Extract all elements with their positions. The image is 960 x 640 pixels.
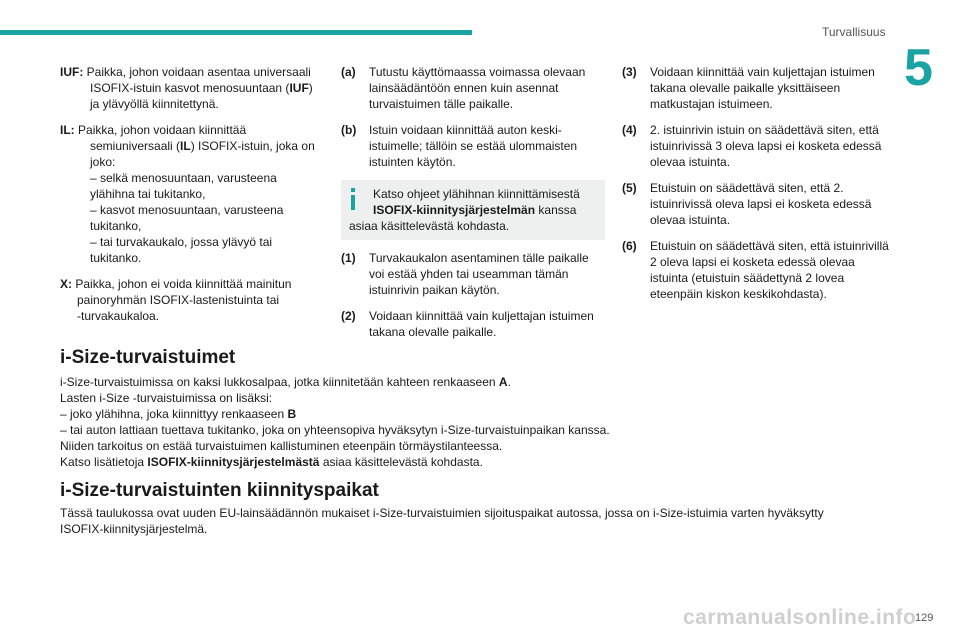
footnote-column-1 bbox=[341, 64, 605, 350]
note-text: Katso ohjeet ylähihnan kiinnittämisestä bbox=[373, 187, 580, 201]
body-text: asiaa käsittelevästä kohdasta. bbox=[322, 455, 483, 469]
footnote-6 bbox=[622, 238, 890, 302]
chapter-number: 5 bbox=[904, 39, 933, 97]
isize-paragraph bbox=[60, 374, 900, 470]
info-icon bbox=[351, 188, 355, 210]
abbr-text: ylähihna tai tukitanko, bbox=[90, 187, 206, 201]
footnote-text: Etuistuin on säädettävä siten, että istuinrivillä 2 oleva lapsi ei kosketa edessä olevaa istuinta (etuistuin säädettynä 2 lovea eteenpäin kiskon keskikohdasta). bbox=[650, 239, 889, 301]
abbr-text: – kasvot menosuuntaan, varusteena bbox=[90, 203, 284, 217]
abbr-x bbox=[60, 276, 328, 324]
abbr-text: joko: bbox=[90, 155, 116, 169]
spots-paragraph bbox=[60, 505, 900, 537]
footnote-text: Tutustu käyttömaassa voimassa olevaan lainsäädäntöön ennen kuin asennat turvaistuimen tälle paikalle. bbox=[369, 65, 586, 111]
footnote-label: (b) bbox=[341, 123, 357, 137]
footnote-label: (a) bbox=[341, 65, 356, 79]
body-text: – tai auton lattiaan tuettava tukitanko, joka on yhteensopiva hyväksytyn i-Size-turvaistuinpaikan kanssa. bbox=[60, 423, 610, 437]
body-text: – joko ylähihna, joka kiinnittyy renkaaseen bbox=[60, 407, 285, 421]
footnote-text: Etuistuin on säädettävä siten, että 2. istuinrivissä oleva lapsi ei kosketa edessä olevaa istuinta. bbox=[650, 181, 872, 227]
footnote-column-2 bbox=[622, 64, 890, 312]
page-number: 129 bbox=[915, 612, 934, 624]
body-text: i-Size-turvaistuimissa on kaksi lukkosalpaa, jotka kiinnitetään kahteen renkaaseen bbox=[60, 375, 496, 389]
footnote-label: (1) bbox=[341, 251, 356, 265]
footnote-label: (2) bbox=[341, 309, 356, 323]
abbr-text: semiuniversaali ( bbox=[90, 139, 181, 153]
body-text: . bbox=[507, 375, 511, 389]
abbr-text: Paikka, johon ei voida kiinnittää mainitun bbox=[75, 277, 292, 291]
info-note bbox=[341, 180, 605, 240]
abbr-text: -turvakaukaloa. bbox=[77, 309, 160, 323]
abbr-text: Paikka, johon voidaan asentaa universaali bbox=[86, 65, 311, 79]
footnote-label: (3) bbox=[622, 65, 637, 79]
body-bold: ISOFIX-kiinnitysjärjestelmästä bbox=[147, 455, 320, 469]
section-heading-isize: i-Size-turvaistuimet bbox=[60, 347, 236, 368]
abbr-text: ) ISOFIX-istuin, joka on bbox=[190, 139, 315, 153]
footnote-text: Voidaan kiinnittää vain kuljettajan istuimen takana olevalle paikalle. bbox=[369, 309, 594, 339]
footnote-text: Turvakaukalon asentaminen tälle paikalle voi estää yhden tai useamman tämän istuinrivin paikan käytön. bbox=[369, 251, 589, 297]
abbr-text: tukitanko. bbox=[90, 251, 142, 265]
abbr-key: IL: bbox=[60, 123, 75, 137]
abbr-key: X: bbox=[60, 277, 72, 291]
footnote-a bbox=[341, 64, 605, 112]
body-bold: A bbox=[498, 375, 508, 389]
abbreviation-column bbox=[60, 64, 328, 334]
section-heading-spots: i-Size-turvaistuinten kiinnityspaikat bbox=[60, 480, 379, 501]
abbr-text: Paikka, johon voidaan kiinnittää bbox=[78, 123, 247, 137]
abbr-text: ISOFIX-istuin kasvot menosuuntaan ( bbox=[90, 81, 290, 95]
abbr-text: ja ylävyöllä kiinnitettynä. bbox=[90, 97, 219, 111]
abbr-text: tukitanko, bbox=[90, 219, 142, 233]
abbr-il bbox=[60, 122, 328, 266]
note-text: asiaa käsittelevästä kohdasta. bbox=[349, 219, 510, 233]
header-accent-bar bbox=[0, 30, 472, 35]
abbr-bold: IUF bbox=[289, 81, 309, 95]
body-text: Lasten i-Size -turvaistuimissa on lisäksi: bbox=[60, 391, 273, 405]
body-text: Katso lisätietoja bbox=[60, 455, 145, 469]
body-text: ISOFIX-kiinnitysjärjestelmä. bbox=[60, 522, 208, 536]
body-bold: B bbox=[287, 407, 297, 421]
body-text: Niiden tarkoitus on estää turvaistuimen kallistuminen eteenpäin törmäystilanteessa. bbox=[60, 439, 503, 453]
footnote-text: Istuin voidaan kiinnittää auton keski-istuimelle; tällöin se estää ulommaisten istuinten käytön. bbox=[369, 123, 578, 169]
abbr-key: IUF: bbox=[60, 65, 84, 79]
footnote-text: 2. istuinrivin istuin on säädettävä siten, että istuinrivissä 3 oleva lapsi ei kosketa edessä olevaa istuinta. bbox=[650, 123, 882, 169]
abbr-text: – selkä menosuuntaan, varusteena bbox=[90, 171, 277, 185]
abbr-iuf bbox=[60, 64, 328, 112]
note-text: kanssa bbox=[538, 203, 577, 217]
footnote-4 bbox=[622, 122, 890, 170]
footnote-label: (5) bbox=[622, 181, 637, 195]
footnote-2 bbox=[341, 308, 605, 340]
watermark: carmanualsonline.info bbox=[683, 606, 917, 629]
footnote-b bbox=[341, 122, 605, 170]
abbr-text: ) bbox=[308, 81, 313, 95]
body-text: Tässä taulukossa ovat uuden EU-lainsäädännön mukaiset i-Size-turvaistuimien sijoituspaikat autossa, jossa on i-Size-istuimia varten hyväksytty bbox=[60, 506, 824, 520]
note-bold: ISOFIX-kiinnitysjärjestelmän bbox=[373, 203, 536, 217]
footnote-label: (6) bbox=[622, 239, 637, 253]
abbr-text: – tai turvakaukalo, jossa ylävyö tai bbox=[90, 235, 273, 249]
footnote-5 bbox=[622, 180, 890, 228]
abbr-text: painoryhmän ISOFIX-lastenistuinta tai bbox=[77, 293, 280, 307]
footnote-3 bbox=[622, 64, 890, 112]
footnote-text: Voidaan kiinnittää vain kuljettajan istuimen takana olevalle paikalle yksittäiseen matkustajan istuimeen. bbox=[650, 65, 875, 111]
footnote-label: (4) bbox=[622, 123, 637, 137]
footnote-1 bbox=[341, 250, 605, 298]
section-title: Turvallisuus bbox=[822, 25, 886, 39]
abbr-bold: IL bbox=[180, 139, 191, 153]
